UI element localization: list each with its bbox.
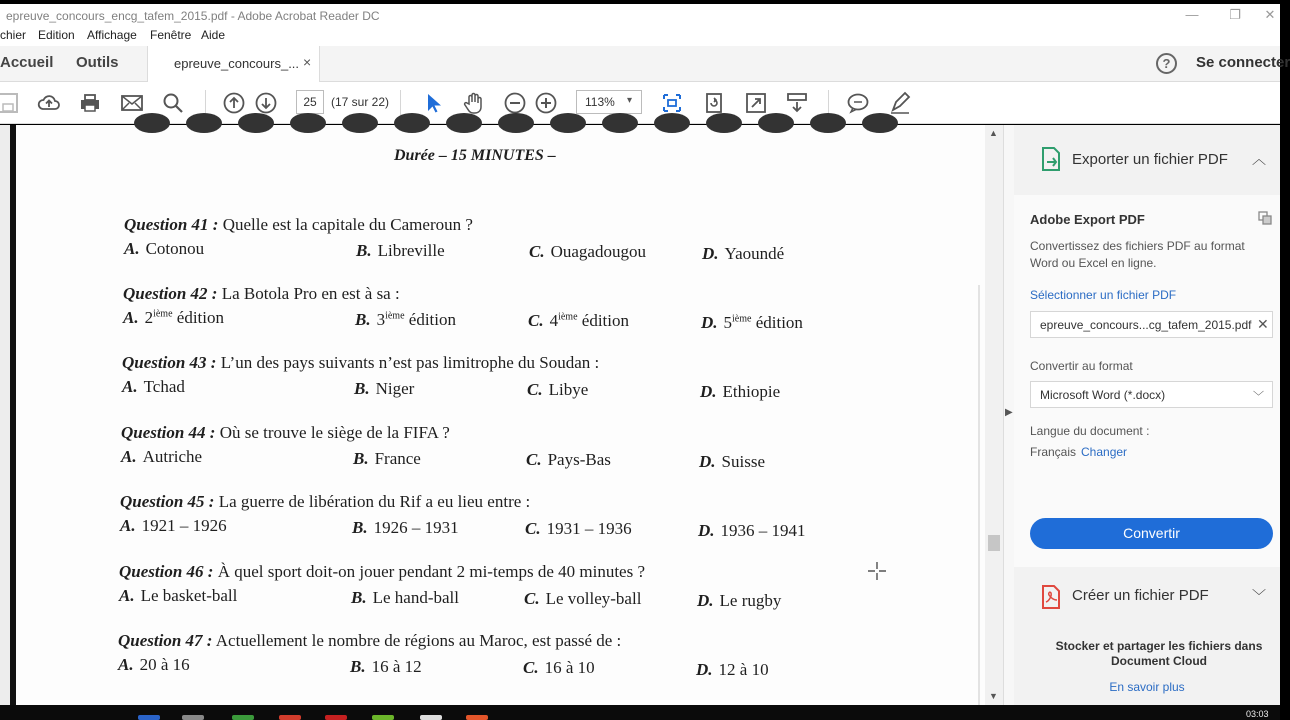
email-icon[interactable]	[120, 91, 144, 115]
option-letter: A.	[119, 586, 135, 605]
highlight-pen-icon[interactable]	[888, 91, 912, 115]
option-text: 3	[376, 309, 386, 329]
chevron-down-icon: ﹀	[1253, 391, 1264, 403]
rotate-view-icon[interactable]	[702, 91, 726, 115]
option-text: Le volley-ball	[545, 589, 642, 608]
answer-circle	[134, 113, 170, 133]
option-letter: C.	[524, 589, 540, 608]
option-letter: D.	[700, 381, 717, 401]
answer-circle	[186, 113, 222, 133]
answer-option	[523, 658, 595, 678]
pane-toggle[interactable]	[1003, 125, 1014, 705]
save-icon[interactable]	[0, 91, 20, 115]
question-text	[122, 353, 599, 373]
answer-option	[702, 244, 784, 264]
help-icon[interactable]: ?	[1156, 53, 1177, 74]
question-number: Question 44 :	[121, 423, 216, 442]
option-suffix: édition	[172, 308, 224, 327]
service-name: Adobe Export PDF	[1030, 212, 1145, 227]
question-text	[124, 215, 473, 235]
answer-option	[356, 241, 445, 261]
answer-circle	[654, 113, 690, 133]
option-letter: A.	[123, 308, 139, 327]
close-tab-icon[interactable]: ×	[303, 54, 312, 70]
option-text: Suisse	[721, 451, 765, 471]
option-letter: B.	[350, 656, 366, 676]
answer-circle	[810, 113, 846, 133]
chevron-up-icon: ︿	[1252, 151, 1266, 167]
selected-file-name: epreuve_concours...cg_tafem_2015.pdf	[1040, 318, 1252, 332]
answer-circles	[134, 113, 934, 135]
scrollbar-thumb[interactable]	[988, 535, 1000, 551]
option-text: Le hand-ball	[372, 587, 459, 607]
question-number: Question 46 :	[119, 562, 214, 581]
menu-help[interactable]: Aide	[201, 28, 226, 42]
option-text: 1936 – 1941	[720, 520, 806, 540]
copy-icon[interactable]	[1258, 211, 1272, 225]
option-text: Le basket-ball	[140, 586, 238, 605]
option-superscript: ième	[385, 309, 405, 321]
document-language-value: Français	[1030, 445, 1077, 459]
zoom-out-icon[interactable]	[503, 91, 527, 115]
option-text: Ouagadougou	[550, 242, 646, 261]
tab-document[interactable]	[147, 46, 320, 82]
option-text: Ethiopie	[722, 381, 781, 401]
option-text: Pays-Bas	[547, 450, 611, 469]
answer-circle	[602, 113, 638, 133]
menu-bar	[0, 28, 1280, 46]
scan-edge	[978, 285, 980, 705]
taskbar-app-icon[interactable]	[372, 715, 394, 720]
option-letter: C.	[526, 450, 542, 469]
option-letter: B.	[355, 309, 371, 329]
answer-circle	[498, 113, 534, 133]
tab-home[interactable]: Accueil	[0, 54, 54, 71]
vertical-scrollbar[interactable]	[985, 125, 1003, 705]
answer-option	[354, 379, 414, 399]
previous-page-icon[interactable]	[222, 91, 246, 115]
option-text: 2	[144, 308, 154, 327]
option-text: 12 à 10	[718, 659, 769, 679]
option-text: 20 à 16	[139, 655, 190, 674]
taskbar-app-icon[interactable]	[279, 715, 301, 720]
export-pdf-title: Exporter un fichier PDF	[1072, 151, 1228, 168]
answer-option	[355, 310, 456, 330]
convert-button[interactable]: Convertir	[1030, 518, 1273, 549]
option-text: Libye	[548, 380, 589, 399]
pdf-page	[10, 125, 985, 705]
question-text	[118, 631, 621, 651]
option-letter: C.	[527, 380, 543, 399]
menu-edit[interactable]: Edition	[38, 28, 75, 42]
option-letter: A.	[120, 516, 136, 535]
question-number: Question 41 :	[124, 215, 219, 234]
tab-tools[interactable]: Outils	[76, 54, 119, 71]
option-letter: D.	[699, 451, 716, 471]
option-suffix: édition	[751, 312, 803, 332]
option-letter: D.	[702, 243, 719, 263]
option-text: Autriche	[142, 447, 203, 466]
comment-icon[interactable]	[846, 91, 870, 115]
sign-in-button[interactable]: Se connecter	[1196, 54, 1290, 71]
question-prompt: L’un des pays suivants n’est pas limitrophe du Soudan :	[216, 353, 600, 372]
option-suffix: édition	[404, 309, 456, 329]
print-icon[interactable]	[78, 91, 102, 115]
page-number-input[interactable]: 25	[296, 90, 324, 114]
export-pdf-header[interactable]	[1014, 125, 1280, 193]
chevron-right-icon: ▶	[1005, 407, 1013, 418]
option-text: France	[374, 448, 421, 468]
zoom-level-select[interactable]	[576, 90, 642, 114]
menu-window[interactable]: Fenêtre	[150, 28, 192, 42]
option-letter: A.	[118, 655, 134, 674]
answer-circle	[862, 113, 898, 133]
answer-option	[118, 655, 190, 675]
create-pdf-title: Créer un fichier PDF	[1072, 587, 1209, 604]
select-file-link[interactable]: Sélectionner un fichier PDF	[1030, 288, 1177, 302]
answer-option	[527, 380, 588, 400]
question-prompt: Actuellement le nombre de régions au Maroc, est passé de :	[212, 631, 622, 650]
taskbar-app-icon[interactable]	[466, 715, 488, 720]
selected-file-field[interactable]	[1030, 311, 1273, 338]
answer-circle	[238, 113, 274, 133]
option-text: 1921 – 1926	[141, 516, 227, 535]
question-number: Question 43 :	[122, 353, 217, 372]
option-letter: C.	[525, 519, 541, 538]
answer-circle	[758, 113, 794, 133]
taskbar-app-icon[interactable]	[182, 715, 204, 720]
convert-format-label: Convertir au format	[1030, 359, 1133, 373]
option-text: 1926 – 1931	[373, 517, 459, 537]
answer-option	[120, 516, 227, 536]
question-prompt: Où se trouve le siège de la FIFA ?	[215, 423, 450, 442]
option-superscript: ième	[153, 308, 173, 320]
option-letter: C.	[528, 311, 544, 330]
question-prompt: À quel sport doit-on jouer pendant 2 mi-temps de 40 minutes ?	[213, 562, 646, 581]
option-letter: A.	[122, 377, 138, 396]
option-suffix: édition	[577, 311, 629, 330]
option-superscript: ième	[558, 311, 578, 323]
option-letter: B.	[354, 378, 370, 398]
option-letter: A.	[121, 447, 137, 466]
question-prompt: Quelle est la capitale du Cameroun ?	[218, 215, 473, 234]
answer-circle	[706, 113, 742, 133]
answer-option	[351, 588, 459, 608]
option-letter: B.	[352, 517, 368, 537]
taskbar-app-icon[interactable]	[420, 715, 442, 720]
question-prompt: La Botola Pro en est à sa :	[217, 284, 400, 303]
answer-circle	[394, 113, 430, 133]
exam-duration: Durée – 15 MINUTES –	[394, 147, 556, 164]
option-text: 16 à 12	[371, 656, 422, 676]
option-superscript: ième	[732, 312, 752, 324]
answer-option	[122, 377, 185, 397]
answer-option	[528, 311, 629, 331]
option-letter: B.	[356, 240, 372, 260]
question-text	[119, 562, 645, 582]
option-letter: D.	[698, 520, 715, 540]
tools-pane	[1014, 125, 1280, 705]
close-window-button[interactable]: ✕	[1264, 7, 1276, 22]
answer-circle	[290, 113, 326, 133]
fit-page-icon[interactable]	[660, 91, 684, 115]
create-pdf-header[interactable]	[1014, 567, 1280, 635]
answer-option	[698, 521, 806, 541]
question-prompt: La guerre de libération du Rif a eu lieu entre :	[214, 492, 531, 511]
option-letter: B.	[353, 448, 369, 468]
document-viewport[interactable]	[0, 125, 1004, 705]
chevron-down-icon: ﹀	[1252, 588, 1266, 604]
answer-option	[697, 591, 781, 611]
service-description: Convertissez des fichiers PDF au format Word ou Excel en ligne.	[1030, 239, 1245, 270]
option-text: Yaoundé	[724, 243, 785, 263]
restore-button[interactable]: ❐	[1229, 7, 1241, 22]
option-text: Niger	[375, 378, 415, 398]
question-text	[121, 423, 450, 443]
format-select[interactable]	[1030, 381, 1273, 408]
question-text	[123, 284, 400, 304]
upload-cloud-icon[interactable]	[37, 91, 61, 115]
option-text: 5	[723, 312, 733, 332]
question-text	[120, 492, 530, 512]
hand-tool-icon[interactable]	[462, 91, 486, 115]
clear-file-icon[interactable]: ✕	[1257, 316, 1269, 332]
option-text: 1931 – 1936	[546, 519, 632, 538]
crosshair-cursor-icon	[868, 562, 886, 580]
answer-circle	[446, 113, 482, 133]
answer-option	[701, 313, 803, 333]
document-language-label: Langue du document :	[1030, 424, 1150, 438]
taskbar-app-icon[interactable]	[325, 715, 347, 720]
answer-circle	[342, 113, 378, 133]
page-count: (17 sur 22)	[331, 95, 390, 109]
change-language-link[interactable]: Changer	[1081, 445, 1128, 459]
scroll-mode-icon[interactable]	[785, 91, 809, 115]
title-bar	[0, 0, 1280, 28]
select-cursor-icon[interactable]	[421, 91, 445, 115]
zoom-in-icon[interactable]	[534, 91, 558, 115]
answer-option	[524, 589, 641, 609]
full-screen-icon[interactable]	[744, 91, 768, 115]
option-letter: C.	[523, 658, 539, 677]
answer-option	[353, 449, 421, 469]
window-title: epreuve_concours_encg_tafem_2015.pdf - Adobe Acrobat Reader DC	[6, 9, 380, 23]
document-cloud-promo	[1014, 635, 1280, 705]
option-letter: B.	[351, 587, 367, 607]
option-letter: A.	[124, 239, 140, 258]
answer-option	[525, 519, 632, 539]
clock: 03:03	[1246, 709, 1269, 719]
tab-bar	[0, 46, 1290, 82]
answer-option	[696, 660, 769, 680]
scroll-down-icon[interactable]: ▼	[989, 691, 998, 701]
question-number: Question 47 :	[118, 631, 213, 650]
menu-file[interactable]: chier	[0, 28, 27, 42]
taskbar-app-icon[interactable]	[138, 715, 160, 720]
option-text: Cotonou	[145, 239, 205, 258]
cloud-promo-text: Stocker et partager les fichiers dans Document Cloud	[1055, 639, 1263, 668]
create-pdf-icon	[1040, 585, 1062, 609]
answer-option	[350, 657, 422, 677]
option-text: Le rugby	[719, 590, 782, 610]
learn-more-link[interactable]: En savoir plus	[1109, 680, 1185, 694]
question-number: Question 42 :	[123, 284, 218, 303]
zoom-value: 113%	[585, 95, 615, 109]
option-text: 4	[549, 311, 559, 330]
option-letter: D.	[696, 659, 713, 679]
answer-circle	[550, 113, 586, 133]
taskbar	[0, 705, 1280, 720]
option-letter: C.	[529, 242, 545, 261]
scroll-up-icon[interactable]: ▲	[989, 128, 998, 138]
option-text: Libreville	[377, 240, 445, 260]
document-tab-label: epreuve_concours_...	[174, 56, 300, 71]
taskbar-app-icon[interactable]	[232, 715, 254, 720]
export-pdf-panel	[1014, 195, 1280, 567]
menu-view[interactable]: Affichage	[87, 28, 137, 42]
minimize-button[interactable]: —	[1185, 7, 1199, 22]
answer-option	[119, 586, 237, 606]
export-pdf-icon	[1040, 147, 1062, 171]
search-icon[interactable]	[161, 91, 185, 115]
option-text: Tchad	[143, 377, 185, 396]
option-letter: D.	[701, 312, 718, 332]
answer-option	[699, 452, 765, 472]
option-text: 16 à 10	[544, 658, 595, 677]
answer-option	[352, 518, 459, 538]
next-page-icon[interactable]	[254, 91, 278, 115]
question-number: Question 45 :	[120, 492, 215, 511]
answer-option	[123, 308, 224, 328]
answer-option	[124, 239, 204, 259]
answer-option	[526, 450, 611, 470]
option-letter: D.	[697, 590, 714, 610]
answer-option	[121, 447, 202, 467]
answer-option	[529, 242, 646, 262]
format-value: Microsoft Word (*.docx)	[1040, 388, 1166, 402]
chevron-down-icon: ▾	[627, 95, 633, 106]
answer-option	[700, 382, 780, 402]
